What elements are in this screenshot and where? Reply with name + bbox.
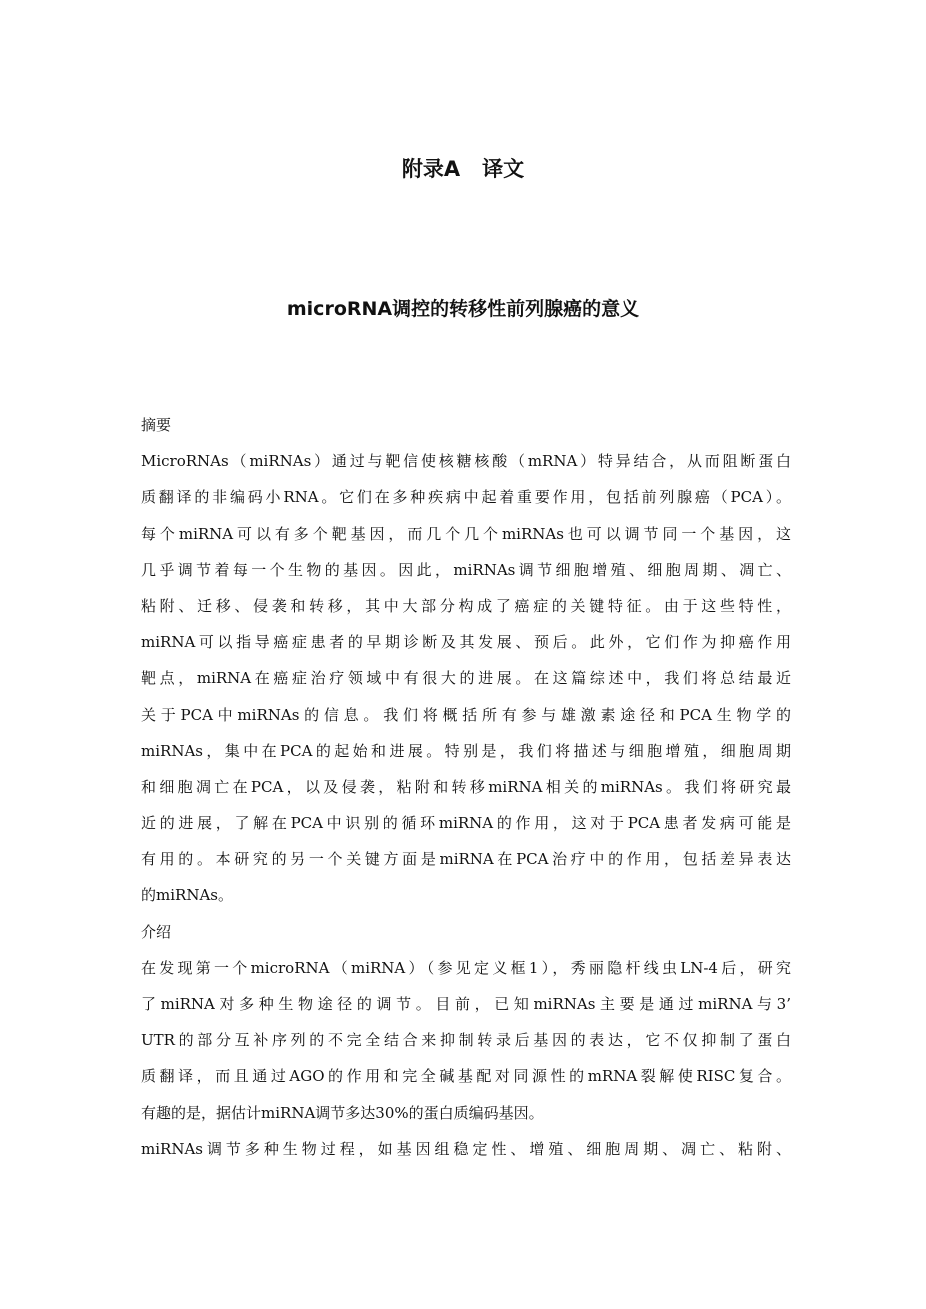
text-line: miRNAs调节多种生物过程，如基因组稳定性、增殖、细胞周期、凋亡、粘附、 bbox=[141, 1139, 791, 1158]
text-line: 在发现第一个microRNA（miRNA）（参见定义框1），秀丽隐杆线虫LN-4后，研究 bbox=[141, 958, 791, 977]
text-line: MicroRNAs（miRNAs）通过与靶信使核糖核酸（mRNA）特异结合，从而阻断蛋白 bbox=[141, 452, 791, 471]
text-line: 粘附、迁移、侵袭和转移，其中大部分构成了癌症的关键特征。由于这些特性， bbox=[141, 596, 791, 615]
abstract-heading: 摘要 bbox=[141, 416, 172, 434]
text-line: 靶点，miRNA在癌症治疗领域中有很大的进展。在这篇综述中，我们将总结最近 bbox=[141, 669, 791, 688]
text-line: 关于PCA中miRNAs的信息。我们将概括所有参与雄激素途径和PCA生物学的 bbox=[141, 705, 791, 724]
text-line: 近的进展，了解在PCA中识别的循环miRNA的作用，这对于PCA患者发病可能是 bbox=[141, 814, 791, 833]
text-line: 几乎调节着每一个生物的基因。因此，miRNAs调节细胞增殖、细胞周期、凋亡、 bbox=[141, 560, 791, 579]
text-line: 有用的。本研究的另一个关键方面是miRNA在PCA治疗中的作用，包括差异表达 bbox=[141, 850, 791, 869]
text-line: 和细胞凋亡在PCA，以及侵袭，粘附和转移miRNA相关的miRNAs。我们将研究最 bbox=[141, 777, 791, 796]
paper-title: microRNA调控的转移性前列腺癌的意义 bbox=[286, 298, 640, 320]
text-line: 了miRNA对多种生物途径的调节。目前，已知miRNAs主要是通过miRNA与3’ bbox=[141, 995, 791, 1013]
text-line: 质翻译，而且通过AGO的作用和完全碱基配对同源性的mRNA裂解使RISC复合。 bbox=[141, 1067, 791, 1086]
appendix-title: 附录A 译文 bbox=[401, 157, 525, 181]
text-line: 质翻译的非编码小RNA。它们在多种疾病中起着重要作用，包括前列腺癌（PCA）。 bbox=[141, 488, 791, 507]
document-body bbox=[141, 407, 791, 1167]
text-line: 每个miRNA可以有多个靶基因，而几个几个miRNAs也可以调节同一个基因，这 bbox=[141, 524, 791, 543]
introduction-heading: 介绍 bbox=[141, 922, 172, 941]
text-line: 的miRNAs。 bbox=[141, 886, 233, 905]
text-line: miRNA可以指导癌症患者的早期诊断及其发展、预后。此外，它们作为抑癌作用 bbox=[141, 633, 791, 652]
introduction-paragraph bbox=[141, 950, 791, 1167]
text-line: miRNAs，集中在PCA的起始和进展。特别是，我们将描述与细胞增殖，细胞周期 bbox=[141, 741, 791, 760]
abstract-paragraph bbox=[141, 443, 791, 913]
text-line: 有趣的是，据估计miRNA调节多达30%的蛋白质编码基因。 bbox=[141, 1103, 544, 1122]
text-line: UTR的部分互补序列的不完全结合来抑制转录后基因的表达，它不仅抑制了蛋白 bbox=[141, 1031, 791, 1050]
